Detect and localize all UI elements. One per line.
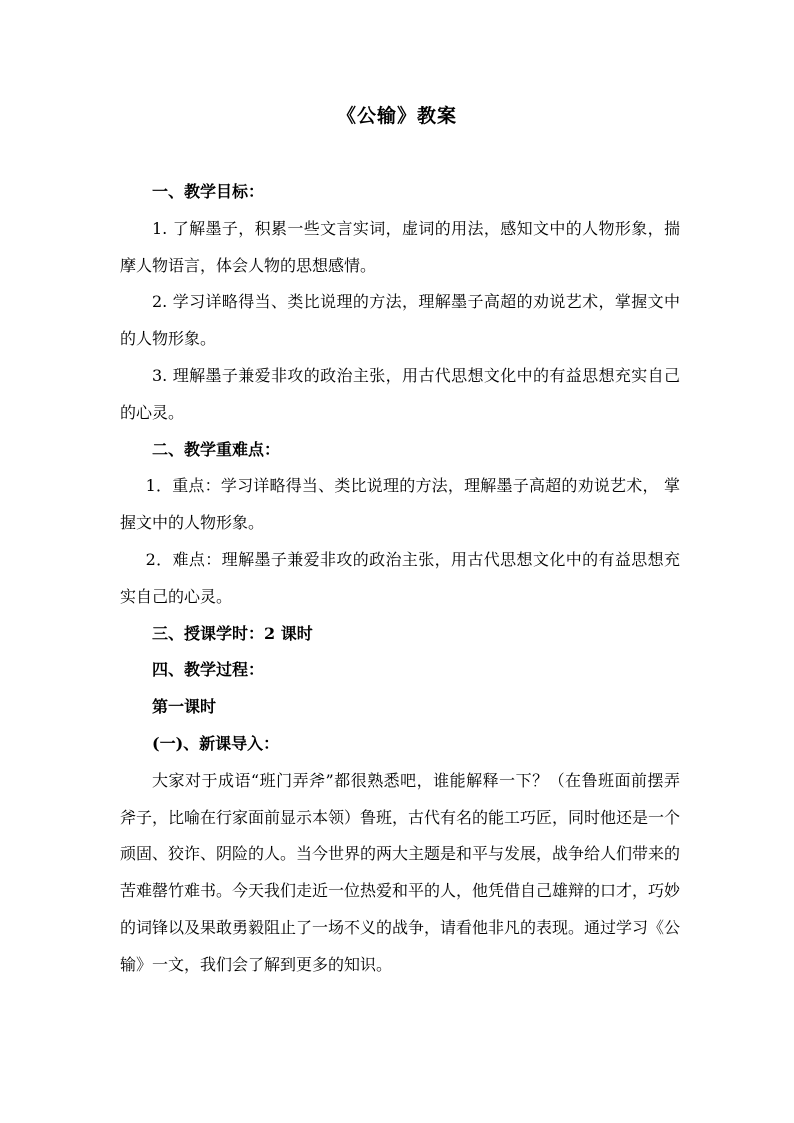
document-body: [120, 174, 680, 984]
goal-item-2: 2. 学习详略得当、类比说理的方法，理解墨子高超的劝说艺术，掌握文中的人物形象。: [120, 292, 680, 349]
section-heading-hours: 三、授课学时：2 课时: [152, 623, 313, 643]
section-heading-goals: 一、教学目标：: [152, 182, 265, 201]
document-title: 《公输》教案: [336, 105, 457, 127]
key-point-1: 1．重点：学习详略得当、类比说理的方法，理解墨子高超的劝说艺术， 掌握文中的人物形象。: [120, 476, 680, 533]
goal-item-3: 3. 理解墨子兼爱非攻的政治主张，用古代思想文化中的有益思想充实自己的心灵。: [120, 365, 680, 422]
section-heading-process: 四、教学过程：: [152, 660, 265, 680]
goal-item-1: 1. 了解墨子，积累一些文言实词，虚词的用法，感知文中的人物形象，揣摩人物语言，体会人物的思想感情。: [120, 218, 680, 275]
lesson-heading-1: 第一课时: [152, 697, 217, 717]
intro-paragraph: 大家对于成语“班门弄斧”都很熟悉吧，谁能解释一下？（在鲁班面前摆弄斧子，比喻在行家面前显示本领）鲁班，古代有名的能工巧匠，同时他还是一个顽固、狡诈、阴险的人。当今世界的两大主题是和平与发展，战争给人们带来的苦难罄竹难书。今天我们走近一位热爱和平的人，他凭借自己雄辩的口才，巧妙的词锋以及果敢勇毅阻止了一场不义的战争，请看他非凡的表现。通过学习《公输》一文，我们会了解到更多的知识。: [120, 770, 681, 974]
subsection-heading-intro: (一)、新课导入：: [152, 733, 280, 753]
key-point-2: 2．难点：理解墨子兼爱非攻的政治主张，用古代思想文化中的有益思想充实自己的心灵。: [120, 549, 680, 606]
section-heading-key-points: 二、教学重难点：: [152, 439, 281, 459]
